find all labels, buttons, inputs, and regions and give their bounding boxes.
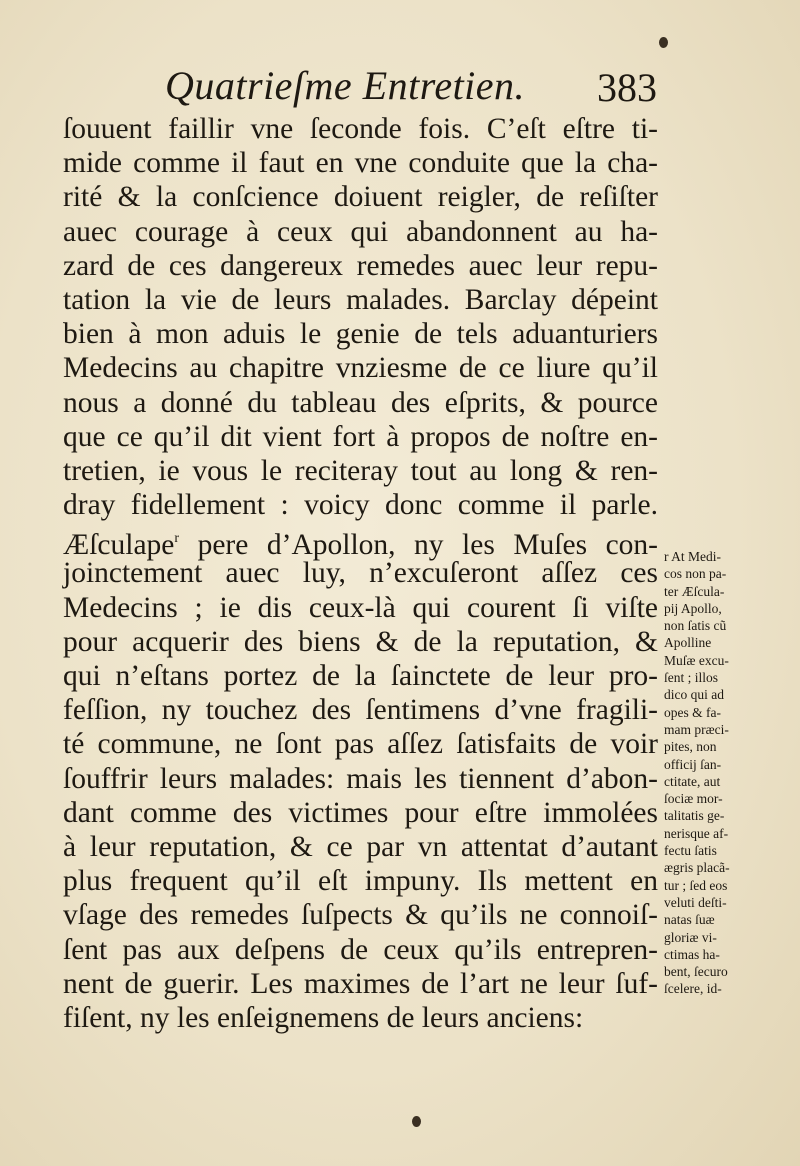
margin-line: talitatis ge- bbox=[664, 808, 725, 824]
note-marker: r bbox=[174, 531, 180, 547]
text-line: pour acquerir des biens & de la reputation, & bbox=[63, 625, 658, 658]
marginal-note bbox=[664, 548, 769, 998]
margin-line: mam præci- bbox=[664, 721, 729, 737]
text-line: joinctement auec luy, n’excuſeront aſſez ces bbox=[63, 557, 658, 590]
text-line: à leur reputation, & ce par vn attentat d’autant bbox=[63, 830, 658, 863]
text-line: mide comme il faut en vne conduite que la cha- bbox=[63, 147, 658, 180]
margin-line: ſcelere, id- bbox=[664, 981, 722, 997]
margin-line: veluti deſti- bbox=[664, 894, 727, 910]
margin-line: Apolline bbox=[664, 635, 712, 651]
margin-line: ter Æſcula- bbox=[664, 583, 725, 599]
text-segment: Æſculape bbox=[63, 529, 175, 562]
page-number: 383 bbox=[597, 65, 657, 110]
text-line: ſouuent faillir vne ſeconde fois. C’eſt eſtre ti- bbox=[63, 113, 658, 145]
margin-line: non ſatis cũ bbox=[664, 618, 727, 634]
margin-line: ſent ; illos bbox=[664, 670, 718, 686]
text-line: nent de guerir. Les maximes de l’art ne leur ſuf- bbox=[63, 967, 658, 1000]
ink-spot-bottom bbox=[412, 1116, 421, 1127]
text-line: tretien, ie vous le reciteray tout au long & ren- bbox=[63, 454, 658, 487]
margin-line: ctitate, aut bbox=[664, 773, 721, 789]
text-line: rité & la conſcience doiuent reigler, de reſiſter bbox=[63, 181, 658, 214]
text-line: té commune, ne ſont pas aſſez ſatisfaits de voir bbox=[63, 728, 658, 761]
running-title: Quatrieſme Entretien. bbox=[165, 63, 526, 108]
text-line-with-note-marker bbox=[63, 522, 658, 562]
margin-line: natas ſuæ bbox=[664, 912, 715, 928]
margin-line: officij ſan- bbox=[664, 756, 722, 772]
text-line: que ce qu’il dit vient fort à propos de noſtre en- bbox=[63, 420, 658, 453]
text-line: fiſent, ny les enſeignemens de leurs anciens: bbox=[63, 1001, 584, 1034]
text-line: tation la vie de leurs malades. Barclay dépeint bbox=[63, 283, 658, 316]
page-header bbox=[165, 62, 665, 112]
margin-line: pites, non bbox=[664, 739, 717, 755]
margin-line: nerisque af- bbox=[664, 825, 729, 841]
margin-line: ægris placã- bbox=[664, 860, 730, 876]
text-line: dray fidellement : voicy donc comme il parle. bbox=[63, 489, 658, 522]
ink-spot-top bbox=[659, 37, 668, 48]
margin-line: Muſæ excu- bbox=[664, 652, 729, 668]
text-line: qui n’eſtans portez de la ſainctete de leur pro- bbox=[63, 660, 658, 692]
margin-line: fectu ſatis bbox=[664, 843, 717, 859]
margin-line: gloriæ vi- bbox=[664, 929, 717, 945]
margin-line: pij Apollo, bbox=[664, 600, 722, 616]
margin-line: opes & fa- bbox=[664, 704, 721, 720]
body-text bbox=[63, 112, 658, 1035]
text-line: zard de ces dangereux remedes auec leur repu- bbox=[63, 249, 658, 282]
text-line: auec courage à ceux qui abandonnent au ha- bbox=[63, 215, 658, 248]
text-line: ſent pas aux deſpens de ceux qu’ils entrepren- bbox=[63, 933, 658, 966]
text-line: dant comme des victimes pour eſtre immolées bbox=[63, 796, 658, 829]
margin-line: ſociæ mor- bbox=[664, 791, 723, 807]
margin-line: bent, ſecuro bbox=[664, 964, 728, 980]
text-line: Medecins au chapitre vnziesme de ce liure qu’il bbox=[63, 352, 658, 385]
margin-line: tur ; ſed eos bbox=[664, 877, 728, 893]
text-line: Medecins ; ie dis ceux-là qui courent ſi viſte bbox=[63, 591, 658, 624]
text-segment: pere d’Apollon, ny les Muſes con- bbox=[179, 529, 658, 562]
margin-line: r At Medi- bbox=[664, 549, 721, 564]
text-line: plus frequent qu’il eſt impuny. Ils mettent en bbox=[63, 865, 658, 898]
text-line: feſſion, ny touchez des ſentimens d’vne fragili- bbox=[63, 694, 658, 727]
text-line: nous a donné du tableau des eſprits, & pource bbox=[63, 386, 658, 419]
text-line: ſouffrir leurs malades: mais les tiennent d’abon- bbox=[63, 762, 658, 795]
margin-line: dico qui ad bbox=[664, 687, 724, 703]
margin-line: ctimas ha- bbox=[664, 946, 720, 962]
text-line: vſage des remedes ſuſpects & qu’ils ne connoiſ- bbox=[63, 899, 658, 932]
margin-line: cos non pa- bbox=[664, 566, 727, 582]
text-line: bien à mon aduis le genie de tels aduanturiers bbox=[63, 318, 658, 351]
